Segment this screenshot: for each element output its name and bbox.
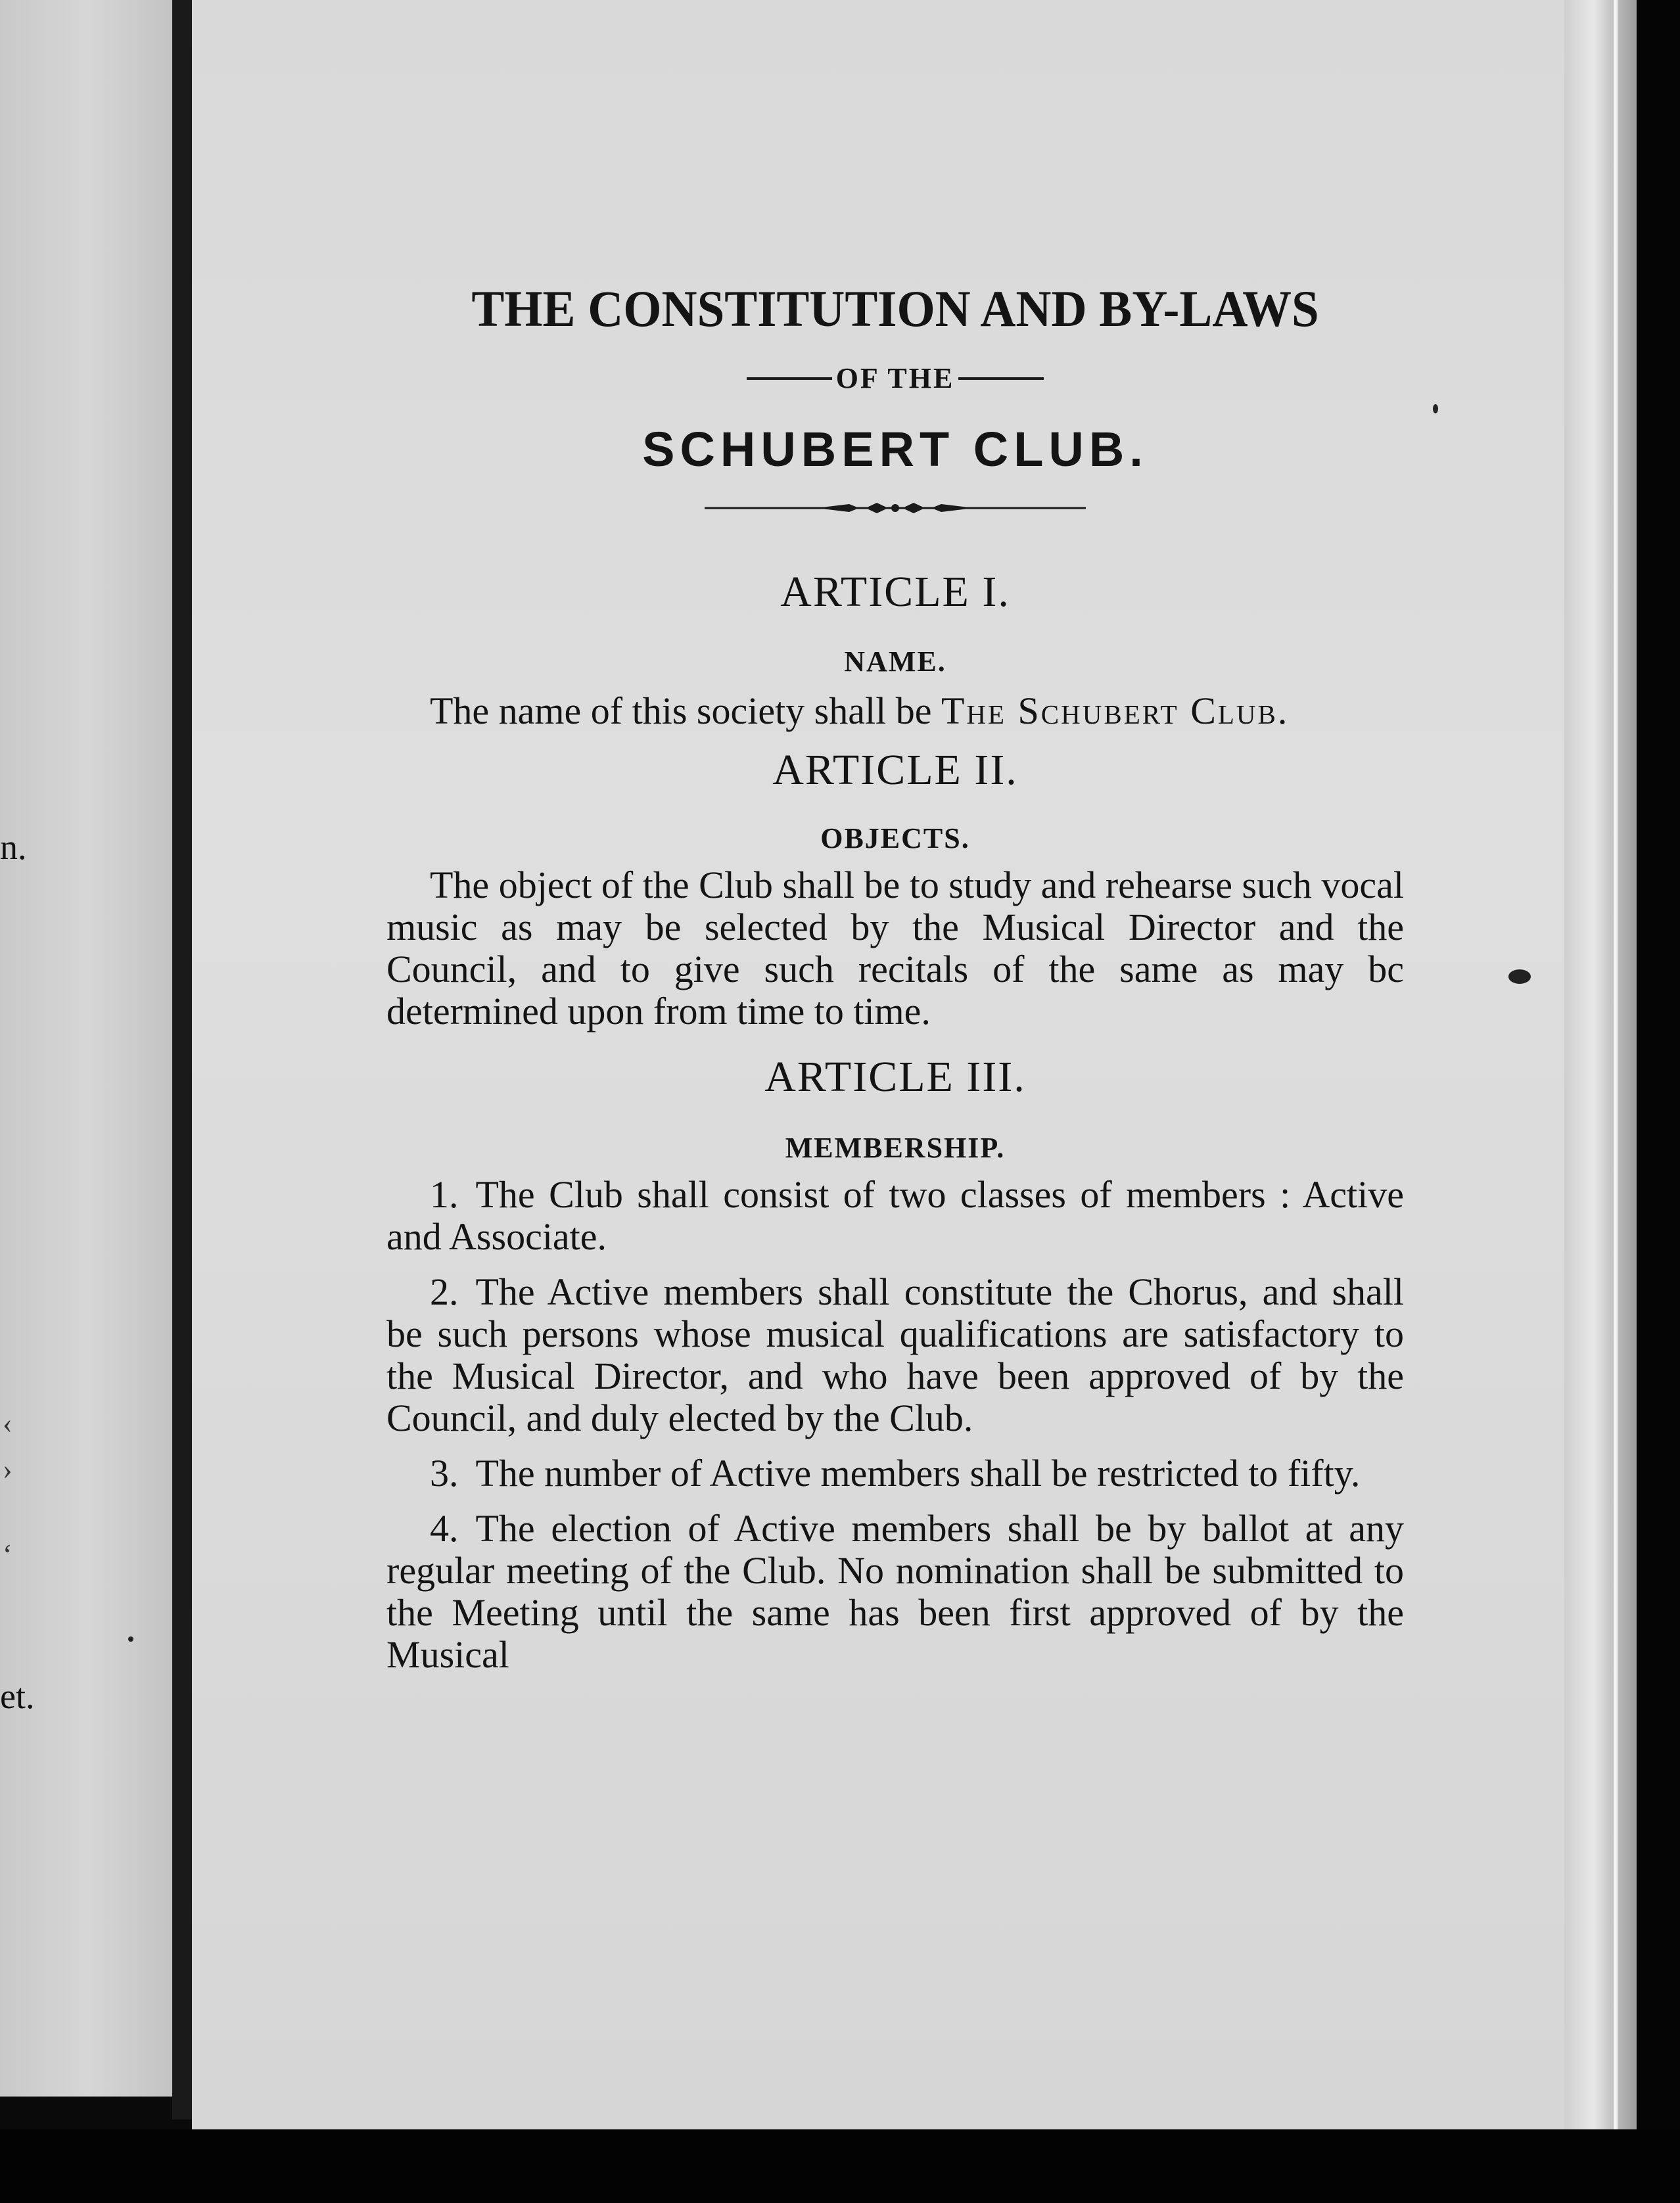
section-heading: OBJECTS.: [820, 822, 970, 854]
article-paragraph: [386, 690, 1404, 732]
left-page-edge: [0, 0, 177, 2097]
ink-blot: [1508, 969, 1531, 984]
ink-speck: [128, 1636, 133, 1642]
page-edge-highlight: [1614, 0, 1618, 2133]
page-title: THE CONSTITUTION AND BY-LAWS: [471, 280, 1319, 337]
left-page-glyph-scrap: ‘: [3, 1539, 12, 1571]
paragraph-text: The name of this society shall be: [430, 689, 941, 732]
page-content: [386, 263, 1404, 1676]
book-gutter: [172, 0, 192, 2120]
subtitle-rule-left: [747, 377, 832, 380]
membership-clause: [386, 1452, 1404, 1495]
scan-border-right: [1637, 0, 1680, 2203]
membership-clause: [386, 1174, 1404, 1258]
membership-clause: [386, 1508, 1404, 1676]
left-page-glyph-scrap: ‹: [3, 1407, 12, 1439]
article-paragraph: The object of the Club shall be to study and rehearse such vocal music as may be selected by the Musical Director and the Council, and to give such recitals of the same as may bc determined upon from time to time.: [386, 864, 1404, 1032]
subtitle-of-the: OF THE: [835, 362, 955, 394]
clause-text: The Active members shall constitute the Chorus, and shall be such persons whose musical qualifications are satisfactory to the Musical Director, and who have been approved of by the Council, and duly elected by the Club.: [386, 1270, 1404, 1439]
article-heading: ARTICLE III.: [764, 1053, 1026, 1101]
clause-number: 2.: [430, 1270, 459, 1313]
section-heading: NAME.: [844, 645, 946, 678]
article-heading: ARTICLE II.: [772, 746, 1018, 794]
page-stack-edge: [1564, 0, 1637, 2133]
article-heading: ARTICLE I.: [780, 568, 1010, 616]
article-1: [386, 567, 1404, 732]
article-2: [386, 745, 1404, 1032]
clause-number: 4.: [430, 1507, 459, 1550]
scan-border-bottom: [0, 2129, 1680, 2203]
left-page-fragment: n.: [0, 827, 27, 867]
paragraph-text-end: .: [1277, 689, 1288, 732]
subtitle-rule-right: [958, 377, 1044, 380]
subtitle-row: [386, 361, 1404, 395]
ornamental-rule: [705, 500, 1086, 516]
clause-text: The election of Active members shall be by ballot at any regular meeting of the Club. No nomination shall be submitted to the Meeting until the same has been first approved of by the Musical: [386, 1507, 1404, 1676]
clause-number: 1.: [430, 1173, 459, 1216]
left-page-fragment: et.: [0, 1677, 35, 1716]
clause-number: 3.: [430, 1452, 459, 1495]
society-name: The Schubert Club: [941, 689, 1278, 732]
club-name: SCHUBERT CLUB.: [642, 422, 1148, 476]
clause-text: The number of Active members shall be restricted to fifty.: [475, 1452, 1361, 1495]
left-page-glyph-scrap: ›: [3, 1453, 12, 1485]
section-heading: MEMBERSHIP.: [785, 1132, 1006, 1164]
ink-speck: [1433, 404, 1438, 413]
article-3: [386, 1052, 1404, 1676]
membership-clause: [386, 1271, 1404, 1439]
clause-text: The Club shall consist of two classes of members : Active and Associate.: [386, 1173, 1404, 1258]
